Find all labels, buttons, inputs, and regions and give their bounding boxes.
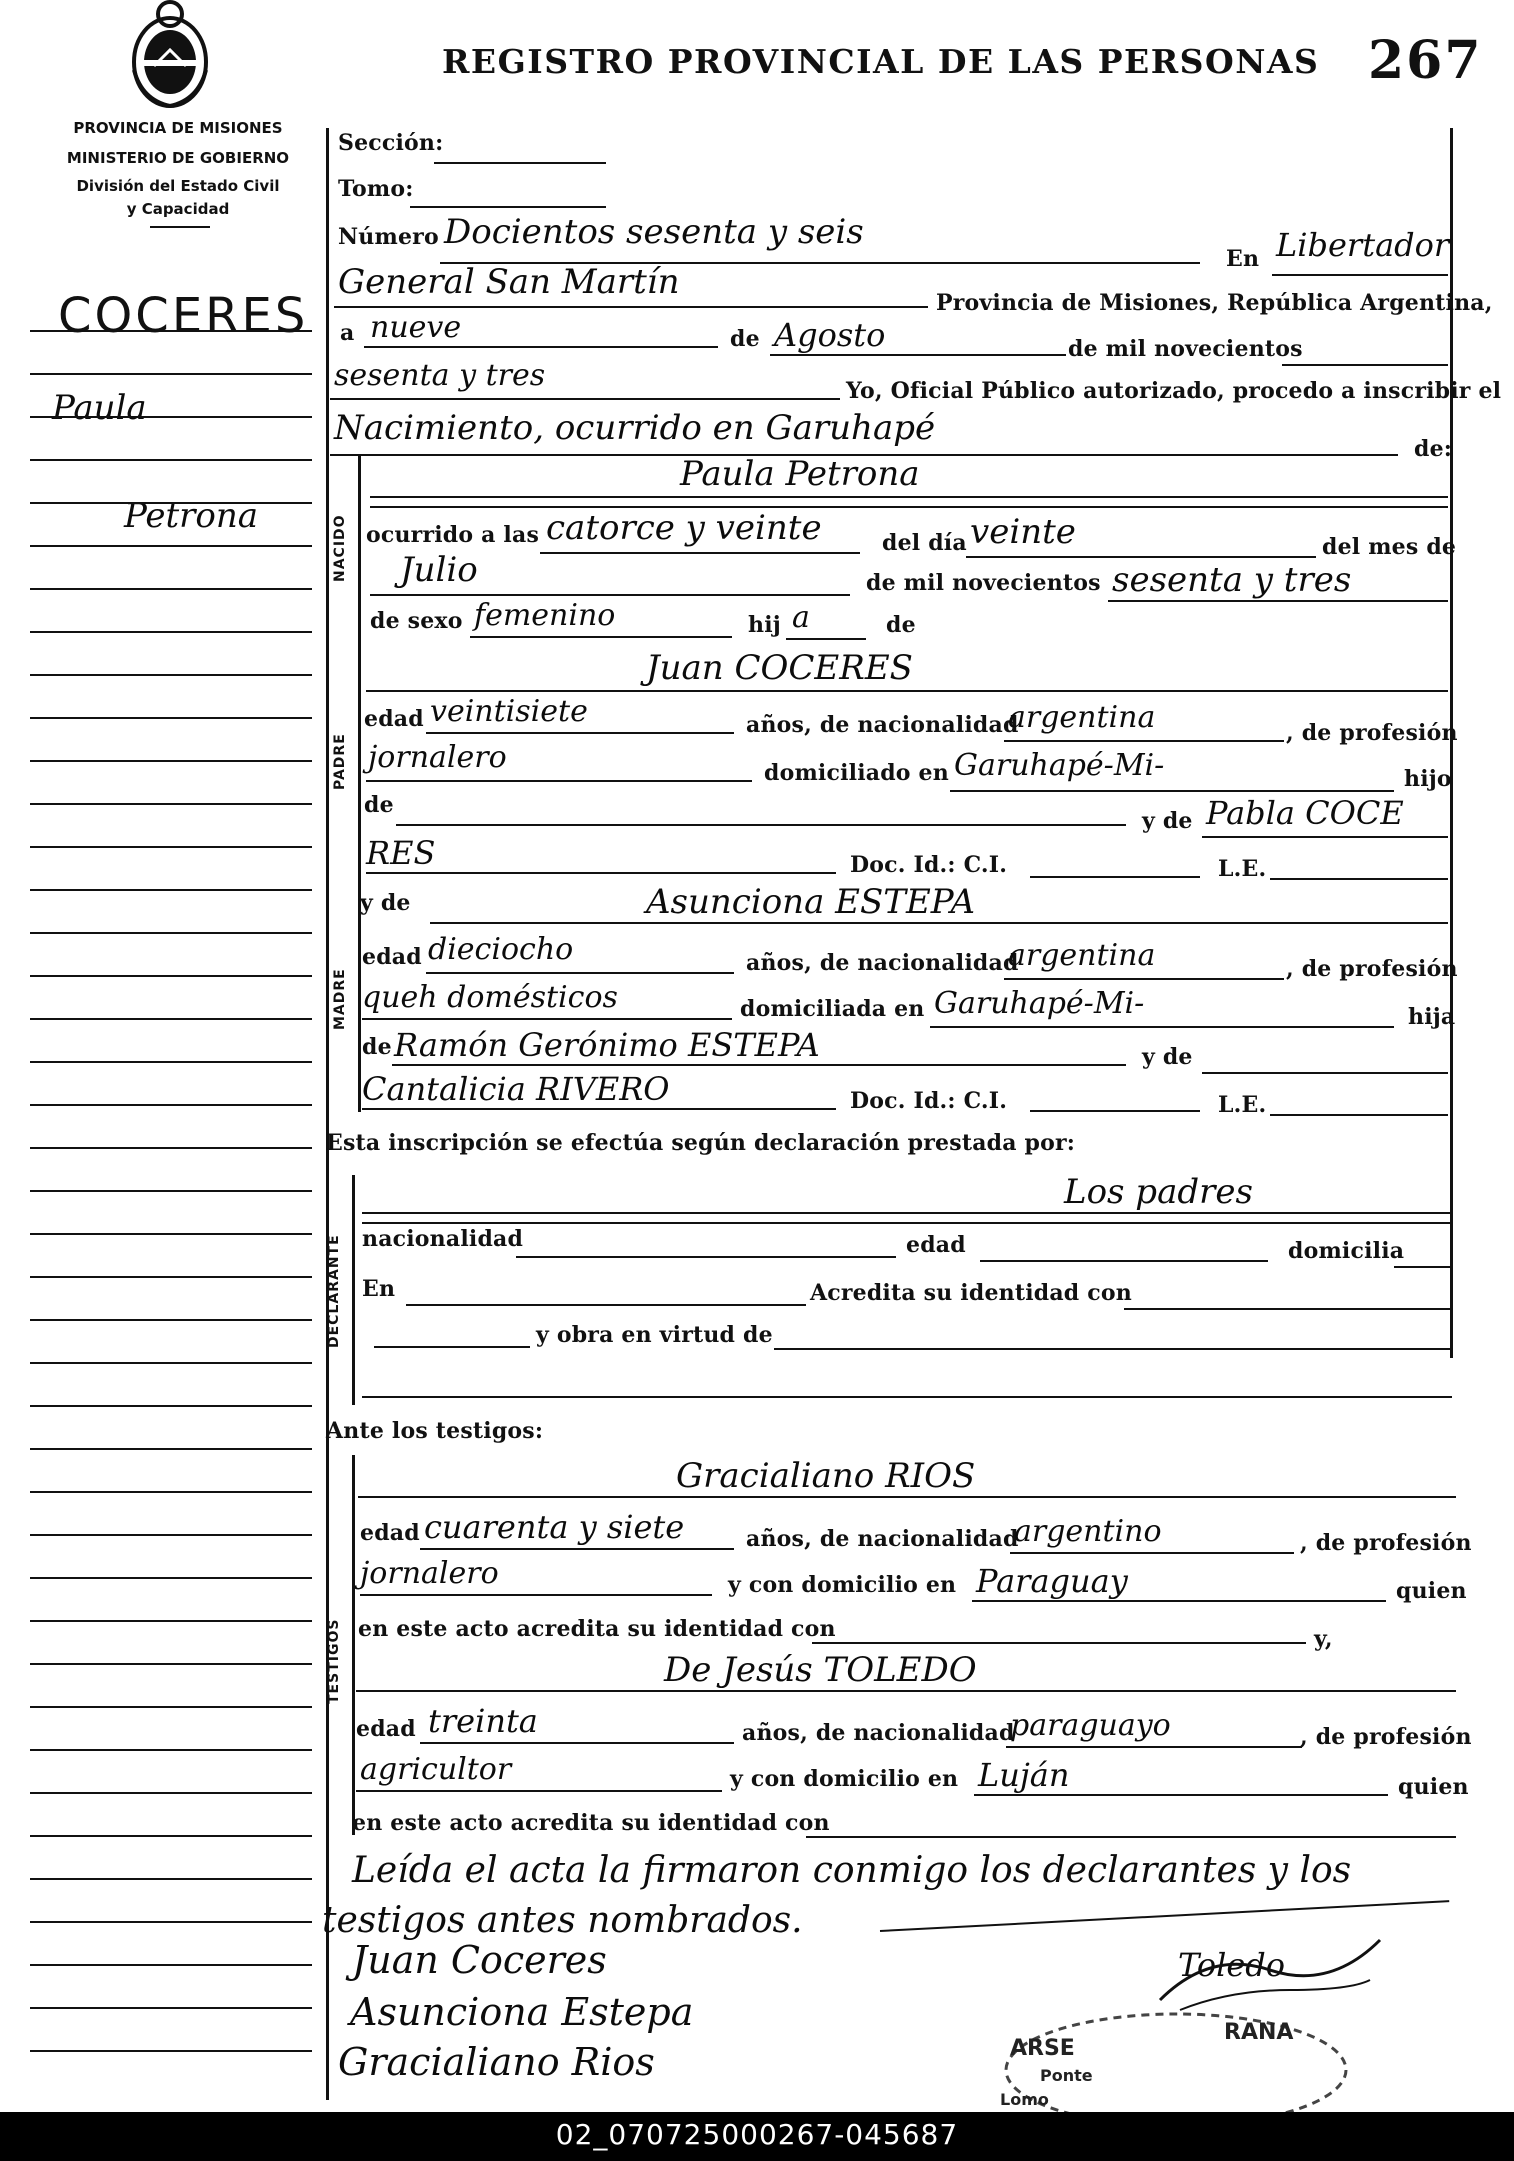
margin-ruled-line bbox=[30, 932, 312, 934]
padre-le-line bbox=[1270, 878, 1448, 880]
margin-ruled-line bbox=[30, 674, 312, 676]
margin-first-name: Paula bbox=[52, 388, 147, 428]
anio-nac-line bbox=[1108, 600, 1448, 602]
margin-ruled-line bbox=[30, 631, 312, 633]
testigo1-edad-label: edad bbox=[360, 1520, 420, 1546]
mes-nac-line bbox=[370, 594, 850, 596]
padre-edad-value: veintisiete bbox=[430, 694, 588, 729]
nacido-nombre: Paula Petrona bbox=[680, 454, 920, 494]
padre-nacionalidad-line bbox=[1004, 740, 1284, 742]
anio-value: sesenta y tres bbox=[334, 358, 546, 393]
en-label: En bbox=[1226, 246, 1260, 272]
margin-ruled-line bbox=[30, 1233, 312, 1235]
abuela-materna-line-2 bbox=[362, 1108, 836, 1110]
abuelo-materno-value: Ramón Gerónimo ESTEPA bbox=[394, 1026, 820, 1064]
testigo2-profesion-value: agricultor bbox=[360, 1752, 512, 1787]
margin-ruled-line bbox=[30, 1491, 312, 1493]
declarante-acredita-line bbox=[1124, 1308, 1452, 1310]
cierre-line-1: Leída el acta la firmaron conmigo los declarantes y los bbox=[352, 1850, 1352, 1891]
section-tag-testigos: TESTIGOS bbox=[326, 1618, 342, 1704]
declarante-bracket bbox=[352, 1175, 355, 1405]
hij-suffix-value: a bbox=[792, 600, 810, 635]
margin-ruled-line bbox=[30, 416, 312, 418]
madre-nombre-line bbox=[430, 922, 1448, 924]
hij-label: hij bbox=[748, 612, 781, 638]
testigo1-nombre-line bbox=[358, 1496, 1456, 1498]
declarante-value: Los padres bbox=[1064, 1172, 1253, 1212]
margin-ruled-line bbox=[30, 1018, 312, 1020]
abuelo-paterno-line bbox=[396, 824, 1126, 826]
padre-profesion-line bbox=[366, 780, 752, 782]
mes-line bbox=[770, 354, 1066, 356]
de-sexo-label: de sexo bbox=[370, 608, 463, 634]
margin-ruled-line bbox=[30, 2050, 312, 2052]
ante-testigos-label: Ante los testigos: bbox=[326, 1418, 544, 1444]
tomo-line bbox=[410, 206, 606, 208]
tomo-label: Tomo: bbox=[338, 176, 414, 202]
margin-second-name: Petrona bbox=[124, 496, 259, 536]
de-label-2: de bbox=[886, 612, 916, 638]
testigo2-domicilio-line bbox=[974, 1794, 1388, 1796]
margin-ruled-line bbox=[30, 1577, 312, 1579]
madre-nacionalidad-value: argentina bbox=[1008, 938, 1156, 973]
margin-ruled-line bbox=[30, 373, 312, 375]
margin-ruled-line bbox=[30, 1663, 312, 1665]
madre-le-line bbox=[1270, 1114, 1448, 1116]
margin-ruled-line bbox=[30, 760, 312, 762]
abuela-paterna-line-2 bbox=[366, 872, 836, 874]
margin-ruled-line bbox=[30, 1706, 312, 1708]
margin-ruled-line bbox=[30, 846, 312, 848]
testigo2-edad-line bbox=[420, 1742, 734, 1744]
nacido-extra-line bbox=[370, 506, 1448, 508]
sexo-value: femenino bbox=[474, 598, 616, 633]
margin-ruled-line bbox=[30, 502, 312, 504]
dia-value: nueve bbox=[370, 310, 462, 345]
cierre-tail-line bbox=[880, 1900, 1449, 1932]
mes-nac-value: Julio bbox=[400, 550, 478, 590]
testigo1-acredita-line bbox=[812, 1642, 1306, 1644]
madre-profesion-value: queh domésticos bbox=[362, 980, 618, 1015]
declarante-domicilia-line bbox=[1394, 1266, 1452, 1268]
madre-nombre: Asunciona ESTEPA bbox=[646, 882, 976, 922]
cierre-line-2: testigos antes nombrados. bbox=[322, 1900, 803, 1941]
testigo1-y-label: y, bbox=[1314, 1626, 1333, 1652]
office-line-3: División del Estado Civil bbox=[76, 177, 280, 195]
ocurrido-label: ocurrido a las bbox=[366, 522, 540, 548]
localidad-value-1: Libertador bbox=[1276, 226, 1450, 264]
numero-label: Número bbox=[338, 224, 439, 250]
localidad-line-2 bbox=[334, 306, 928, 308]
declarante-line bbox=[362, 1212, 1452, 1214]
anio-nac-value: sesenta y tres bbox=[1112, 560, 1352, 600]
madre-doc-line bbox=[1030, 1110, 1200, 1112]
testigo1-acredita-label: en este acto acredita su identidad con bbox=[358, 1616, 836, 1642]
testigo1-nacionalidad-value: argentino bbox=[1014, 1514, 1162, 1549]
de-mil-line bbox=[1282, 364, 1448, 366]
margin-ruled-line bbox=[30, 459, 312, 461]
office-line-1: PROVINCIA DE MISIONES bbox=[73, 119, 283, 137]
padre-doc-label: Doc. Id.: C.I. bbox=[850, 852, 1008, 878]
del-dia-label: del día bbox=[882, 530, 967, 556]
page-number: 267 bbox=[1368, 30, 1483, 91]
margin-surname: COCERES bbox=[58, 288, 309, 344]
section-tag-padre: PADRE bbox=[332, 733, 348, 790]
declarante-edad-line bbox=[980, 1260, 1268, 1262]
madre-y-de-label: y de bbox=[360, 890, 411, 916]
testigo2-profesion-line bbox=[356, 1790, 722, 1792]
testigo2-acredita-line bbox=[806, 1836, 1456, 1838]
testigo2-edad-value: treinta bbox=[428, 1702, 538, 1740]
de-label-1: de bbox=[730, 326, 760, 352]
declaracion-label: Esta inscripción se efectúa según declaración prestada por: bbox=[326, 1130, 1076, 1156]
nacido-nombre-line bbox=[370, 496, 1448, 498]
testigo1-domicilio-value: Paraguay bbox=[976, 1562, 1128, 1600]
madre-edad-line bbox=[426, 972, 734, 974]
main-left-border bbox=[326, 128, 329, 2100]
testigo1-domicilio-line bbox=[972, 1600, 1386, 1602]
margin-ruled-line bbox=[30, 1362, 312, 1364]
testigo2-nacionalidad-line bbox=[1006, 1746, 1302, 1748]
padre-hijo-label: hijo bbox=[1404, 766, 1452, 792]
madre-profesion-label: , de profesión bbox=[1286, 956, 1458, 982]
testigo1-quien-label: quien bbox=[1396, 1578, 1467, 1604]
hij-suffix-line bbox=[786, 638, 866, 640]
margin-ruled-line bbox=[30, 1319, 312, 1321]
declarante-nacionalidad-line bbox=[516, 1256, 896, 1258]
madre-doc-label: Doc. Id.: C.I. bbox=[850, 1088, 1008, 1114]
testigo2-nombre: De Jesús TOLEDO bbox=[664, 1650, 977, 1690]
de-mil-novecientos-label: de mil novecientos bbox=[1068, 336, 1303, 362]
margin-ruled-line bbox=[30, 889, 312, 891]
testigo1-edad-value: cuarenta y siete bbox=[424, 1508, 685, 1546]
declarante-line-2 bbox=[362, 1222, 1452, 1224]
padre-anos-label: años, de nacionalidad bbox=[746, 712, 1019, 738]
abuela-paterna-line-1 bbox=[1202, 836, 1448, 838]
padre-nacionalidad-value: argentina bbox=[1008, 700, 1156, 735]
padre-domiciliado-label: domiciliado en bbox=[764, 760, 949, 786]
padre-de-label: de bbox=[364, 792, 394, 818]
margin-ruled-line bbox=[30, 1749, 312, 1751]
stamp-text-1: ARSE bbox=[1010, 2036, 1075, 2061]
dia-nac-value: veinte bbox=[970, 512, 1076, 552]
abuelo-materno-line bbox=[392, 1064, 1126, 1066]
margin-ruled-line bbox=[30, 1147, 312, 1149]
testigo1-edad-line bbox=[420, 1548, 734, 1550]
margin-ruled-line bbox=[30, 1405, 312, 1407]
abuela-paterna-value-2: RES bbox=[366, 834, 436, 872]
sexo-line bbox=[470, 636, 732, 638]
signature-3: Gracialiano Rios bbox=[338, 2040, 655, 2084]
section-tag-declarante: DECLARANTE bbox=[326, 1234, 342, 1348]
margin-ruled-line bbox=[30, 1061, 312, 1063]
declarante-obra-line bbox=[774, 1348, 1452, 1350]
padre-nombre-line bbox=[366, 690, 1448, 692]
declarante-extra-line bbox=[362, 1396, 1452, 1398]
testigo1-profesion-value: jornalero bbox=[360, 1556, 499, 1591]
margin-ruled-line bbox=[30, 1534, 312, 1536]
office-underline bbox=[150, 226, 210, 228]
margin-ruled-line bbox=[30, 803, 312, 805]
margin-ruled-line bbox=[30, 330, 312, 332]
testigo1-nacionalidad-line bbox=[1010, 1552, 1294, 1554]
hecho-value: Nacimiento, ocurrido en Garuhapé bbox=[334, 408, 936, 448]
signature-1: Juan Coceres bbox=[352, 1938, 607, 1982]
margin-ruled-line bbox=[30, 975, 312, 977]
margin-ruled-line bbox=[30, 1792, 312, 1794]
testigo2-quien-label: quien bbox=[1398, 1774, 1469, 1800]
testigo2-nombre-line bbox=[356, 1690, 1456, 1692]
document-title: REGISTRO PROVINCIAL DE LAS PERSONAS bbox=[442, 42, 1320, 81]
madre-profesion-line bbox=[362, 1018, 732, 1020]
padre-doc-line bbox=[1030, 876, 1200, 878]
padre-domicilio-line bbox=[950, 790, 1394, 792]
abuela-paterna-value-1: Pabla COCE bbox=[1206, 794, 1404, 832]
de-mil-novecientos-label-2: de mil novecientos bbox=[866, 570, 1101, 596]
testigo2-edad-label: edad bbox=[356, 1716, 416, 1742]
padre-y-de-label: y de bbox=[1142, 808, 1193, 834]
declarante-domicilia-label: domicilia bbox=[1288, 1238, 1405, 1264]
margin-ruled-line bbox=[30, 1878, 312, 1880]
margin-ruled-line bbox=[30, 1921, 312, 1923]
margin-ruled-line bbox=[30, 1190, 312, 1192]
margin-ruled-line bbox=[30, 717, 312, 719]
stamp-text-2: RANA bbox=[1224, 2020, 1294, 2045]
padre-profesion-value: jornalero bbox=[368, 740, 507, 775]
margin-ruled-line bbox=[30, 2007, 312, 2009]
hora-value: catorce y veinte bbox=[546, 508, 822, 548]
testigo2-domicilio-value: Luján bbox=[978, 1756, 1070, 1794]
madre-edad-value: dieciocho bbox=[428, 932, 574, 967]
signature-2: Asunciona Estepa bbox=[350, 1990, 694, 2034]
provincia-label: Provincia de Misiones, República Argentina, bbox=[936, 290, 1493, 316]
seccion-line bbox=[434, 162, 606, 164]
declarante-edad-label: edad bbox=[906, 1232, 966, 1258]
madre-domiciliada-label: domiciliada en bbox=[740, 996, 925, 1022]
a-label: a bbox=[340, 320, 355, 346]
section-tag-madre: MADRE bbox=[332, 968, 348, 1030]
nacido-bracket bbox=[358, 455, 361, 655]
stamp-text-3: Ponte bbox=[1040, 2066, 1093, 2085]
declarante-acredita-label: Acredita su identidad con bbox=[810, 1280, 1132, 1306]
abuela-materna-line-1 bbox=[1202, 1072, 1448, 1074]
section-tag-nacido: NACIDO bbox=[332, 514, 348, 582]
testigo2-domicilio-label: y con domicilio en bbox=[730, 1766, 959, 1792]
declarante-nacionalidad-label: nacionalidad bbox=[362, 1226, 524, 1252]
declarante-en-line bbox=[406, 1304, 806, 1306]
oficial-label: Yo, Oficial Público autorizado, procedo a inscribir el bbox=[846, 378, 1502, 404]
stamp-text-4: Lomo bbox=[1000, 2090, 1049, 2109]
madre-domicilio-line bbox=[930, 1026, 1394, 1028]
padre-profesion-label: , de profesión bbox=[1286, 720, 1458, 746]
padre-nombre: Juan COCERES bbox=[646, 648, 913, 688]
abuela-materna-value: Cantalicia RIVERO bbox=[362, 1070, 670, 1108]
seccion-label: Sección: bbox=[338, 130, 444, 156]
office-line-4: y Capacidad bbox=[126, 200, 230, 218]
madre-bracket bbox=[358, 886, 361, 1112]
margin-ruled-line bbox=[30, 1964, 312, 1966]
padre-le-label: L.E. bbox=[1218, 856, 1267, 882]
office-line-2: MINISTERIO DE GOBIERNO bbox=[66, 149, 290, 167]
testigos-bracket bbox=[352, 1455, 355, 1835]
declarante-en-label: En bbox=[362, 1276, 396, 1302]
localidad-value-2: General San Martín bbox=[338, 262, 680, 302]
coat-of-arms-seal bbox=[128, 0, 212, 110]
padre-edad-label: edad bbox=[364, 706, 424, 732]
madre-y-de-label-2: y de bbox=[1142, 1044, 1193, 1070]
margin-ruled-line bbox=[30, 1276, 312, 1278]
testigo2-nacionalidad-value: paraguayo bbox=[1010, 1708, 1171, 1743]
madre-hija-label: hija bbox=[1408, 1004, 1456, 1030]
localidad-line-1 bbox=[1272, 274, 1448, 276]
dia-line bbox=[364, 346, 718, 348]
testigo1-anos-label: años, de nacionalidad bbox=[746, 1526, 1019, 1552]
margin-ruled-line bbox=[30, 1620, 312, 1622]
declarante-obra-pre-line bbox=[374, 1346, 530, 1348]
testigo1-profesion-label: , de profesión bbox=[1300, 1530, 1472, 1556]
madre-domicilio-value: Garuhapé-Mi- bbox=[934, 986, 1145, 1021]
de-colon-label: de: bbox=[1414, 436, 1453, 462]
official-signature-flourish bbox=[1150, 1930, 1390, 2020]
padre-bracket bbox=[358, 650, 361, 888]
testigo2-acredita-label: en este acto acredita su identidad con bbox=[352, 1810, 830, 1836]
dia-nac-line bbox=[966, 556, 1316, 558]
testigo2-profesion-label: , de profesión bbox=[1300, 1724, 1472, 1750]
margin-ruled-line bbox=[30, 1835, 312, 1837]
declarante-obra-label: y obra en virtud de bbox=[536, 1322, 773, 1348]
testigo1-domicilio-label: y con domicilio en bbox=[728, 1572, 957, 1598]
document-barcode-id: 02_070725000267-045687 bbox=[555, 2118, 959, 2151]
margin-ruled-line bbox=[30, 588, 312, 590]
madre-le-label: L.E. bbox=[1218, 1092, 1267, 1118]
madre-edad-label: edad bbox=[362, 944, 422, 970]
padre-edad-line bbox=[426, 732, 734, 734]
padre-domicilio-value: Garuhapé-Mi- bbox=[954, 748, 1165, 783]
testigo1-nombre: Gracialiano RIOS bbox=[676, 1456, 976, 1496]
official-stamp bbox=[996, 2010, 1356, 2114]
testigo2-anos-label: años, de nacionalidad bbox=[742, 1720, 1015, 1746]
margin-ruled-line bbox=[30, 1104, 312, 1106]
anio-line bbox=[330, 398, 840, 400]
madre-nacionalidad-line bbox=[1004, 978, 1284, 980]
margin-ruled-line bbox=[30, 545, 312, 547]
testigo1-profesion-line bbox=[360, 1594, 712, 1596]
signature-4: Toledo bbox=[1178, 1946, 1286, 1984]
margin-ruled-line bbox=[30, 1448, 312, 1450]
madre-anos-label: años, de nacionalidad bbox=[746, 950, 1019, 976]
del-mes-de-label: del mes de bbox=[1322, 534, 1457, 560]
mes-value: Agosto bbox=[774, 316, 886, 354]
numero-value: Docientos sesenta y seis bbox=[444, 212, 864, 252]
madre-de-label: de bbox=[362, 1034, 392, 1060]
hora-line bbox=[540, 552, 860, 554]
